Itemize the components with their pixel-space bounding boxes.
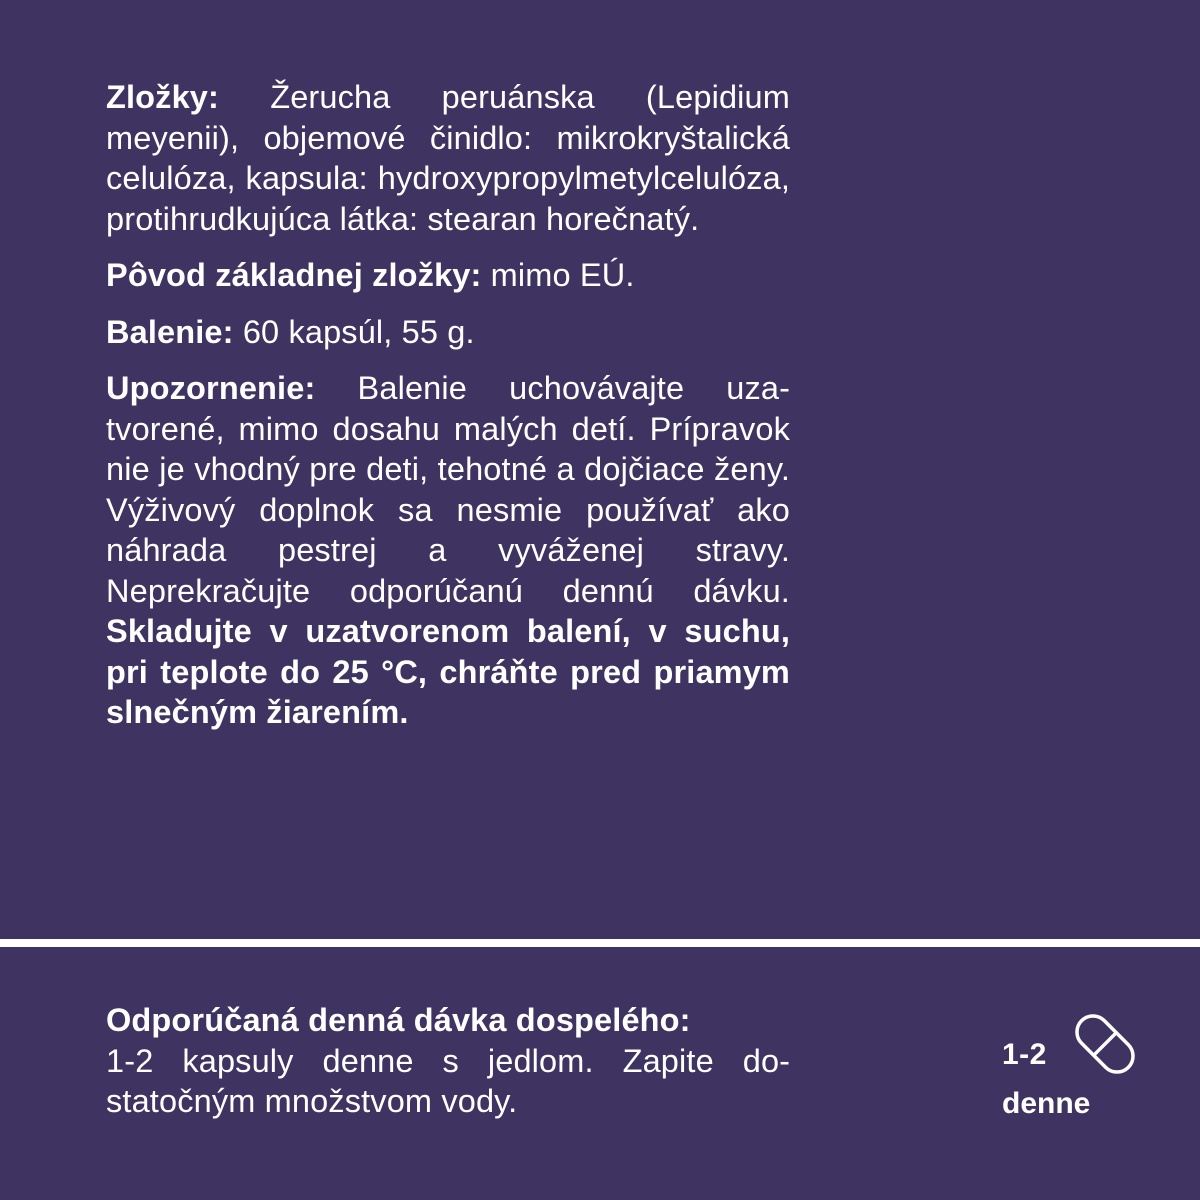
origin-label: Pôvod základnej zložky: — [106, 257, 482, 293]
package-label: Balenie: — [106, 313, 234, 350]
dosage-paragraph — [106, 1000, 790, 1122]
origin-section — [106, 255, 790, 296]
warning-text: Balenie uchovávajte uzatvorené, mimo dosahu malých detí. Prípravok nie je vhodný pre deti, tehotné a dojčiace ženy. Výživový doplnok sa nesmie používať ako náhrada pestrej a vyváženej stravy. Neprekračujte odporúčanú dennú dávku. — [106, 370, 790, 609]
dose-badge — [990, 1008, 1150, 1128]
warning-label: Upozornenie: — [106, 370, 316, 406]
storage-instructions: Skladujte v uzatvorenom balení, v suchu, pri teplote do 25 °C, chráňte pred priamym slnečným žiarením. — [106, 613, 790, 730]
product-details — [106, 77, 790, 733]
section-divider — [0, 939, 1200, 947]
package-section — [106, 312, 790, 353]
dosage-label: Odporúčaná denná dávka dospelého: — [106, 1002, 691, 1038]
dosage-text: 1-2 kapsuly denne s jedlom. Zapite dostatočným množstvom vody. — [106, 1042, 790, 1119]
ingredients-section — [106, 77, 790, 239]
ingredients-label: Zložky: — [106, 79, 220, 115]
origin-text: mimo EÚ. — [481, 257, 635, 293]
dosage-section — [106, 1000, 790, 1122]
dose-amount: 1-2 — [1002, 1038, 1047, 1071]
dose-unit: denne — [1002, 1087, 1091, 1120]
ingredients-text: Žerucha peruánska (Lepidium meyenii), objemové činidlo: mikrokryštalická celulóza, kapsula: hydroxypropylmetylcelulóza, protihrudkujúca látka: stearan horečnatý. — [106, 79, 790, 237]
package-text: 60 kapsúl, 55 g. — [233, 313, 475, 350]
warning-section — [106, 368, 790, 733]
capsule-icon — [1069, 1008, 1141, 1080]
